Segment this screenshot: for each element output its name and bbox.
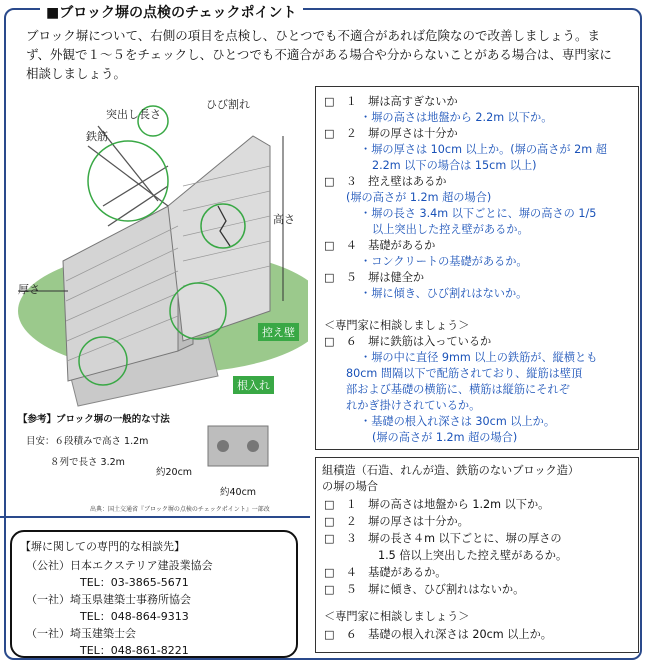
reference-heading: 【参考】ブロック塀の一般的な寸法 xyxy=(18,414,170,425)
source-note: 出典：国土交通省『ブロック塀の点検のチェックポイント』一部改 xyxy=(90,506,270,513)
checklist-line: □ ６ 塀に鉄筋は入っているか xyxy=(324,335,492,348)
block-wall-diagram xyxy=(8,86,308,506)
label-embedment: 根入れ xyxy=(233,376,274,394)
masonry-line: 1.5 倍以上突出した控え壁があるか。 xyxy=(378,549,568,562)
label-buttress: 控え壁 xyxy=(258,323,299,341)
label-rebar: 鉄筋 xyxy=(86,130,108,143)
checklist-line: □ ２ 塀の厚さは十分か xyxy=(324,127,458,140)
checklist-line: れかぎ掛けされているか。 xyxy=(346,399,481,412)
reference-line2: ８列で長さ 3.2m xyxy=(50,457,125,468)
masonry-line: 組積造（石造、れんが造、鉄筋のないブロック造） xyxy=(322,464,580,477)
checklist-line: □ １ 塀は高すぎないか xyxy=(324,95,458,108)
checklist-line: ・コンクリートの基礎があるか。 xyxy=(360,255,528,268)
masonry-line: □ ３ 塀の長さ４m 以下ごとに、塀の厚さの xyxy=(324,532,562,545)
contact-tel-2: TEL：048-864-9313 xyxy=(80,610,189,623)
checklist-line: □ ５ 塀は健全か xyxy=(324,271,425,284)
checklist-line: (塀の高さが 1.2m 超の場合) xyxy=(346,191,492,204)
checklist-line: ・塀の高さは地盤から 2.2m 以下か。 xyxy=(360,111,553,124)
reference-line1: 目安：６段積みで高さ 1.2m xyxy=(26,436,149,447)
masonry-line: □ １ 塀の高さは地盤から 1.2m 以下か。 xyxy=(324,498,550,511)
contact-org-2: （一社）埼玉県建築士事務所協会 xyxy=(26,593,191,606)
checklist-line: (塀の高さが 1.2m 超の場合) xyxy=(372,431,518,444)
intro-text: ブロック塀について、右側の項目を点検し、ひとつでも不適合があれば危険なので改善しましょう。まず、外観で１～５をチェックし、ひとつでも不適合がある場合や分からないことがある場合は、専門家に相談しましょう。 xyxy=(26,28,612,81)
contact-tel-3: TEL：048-861-8221 xyxy=(80,644,189,657)
label-crack: ひび割れ xyxy=(206,98,250,111)
masonry-line: ＜専門家に相談しましょう＞ xyxy=(324,610,470,623)
checklist-line: ・塀の中に直径 9mm 以上の鉄筋が、縦横とも xyxy=(360,351,598,364)
masonry-line: □ ２ 塀の厚さは十分か。 xyxy=(324,515,469,528)
label-thickness: 厚さ xyxy=(18,283,40,296)
divider xyxy=(0,516,310,518)
contact-box xyxy=(10,530,298,658)
label-protrusion: 突出し長さ xyxy=(106,108,161,121)
buttress xyxy=(168,136,270,341)
contact-org-3: （一社）埼玉建築士会 xyxy=(26,627,136,640)
checklist-line: 部および基礎の横筋に、横筋は縦筋にそれぞ xyxy=(346,383,570,396)
checklist-line: ・塀の厚さは 10cm 以上か。(塀の高さが 2m 超 xyxy=(360,143,607,156)
masonry-line: □ ４ 基礎があるか。 xyxy=(324,566,447,579)
checklist-line: □ ３ 控え壁はあるか xyxy=(324,175,447,188)
contact-org-1: （公社）日本エクステリア建設業協会 xyxy=(26,559,213,572)
checklist-line: 80cm 間隔以下で配筋されており、縦筋は壁頂 xyxy=(346,367,583,380)
masonry-line: □ ５ 塀に傾き、ひび割れはないか。 xyxy=(324,583,525,596)
contact-tel-1: TEL：03-3865-5671 xyxy=(80,576,189,589)
checklist-line: ・基礎の根入れ深さは 30cm 以上か。 xyxy=(360,415,556,428)
masonry-panel xyxy=(315,457,639,653)
checklist-panel xyxy=(315,86,639,450)
masonry-line: の塀の場合 xyxy=(322,480,378,493)
checklist-line: ＜専門家に相談しましょう＞ xyxy=(324,319,470,332)
checklist-line: ・塀に傾き、ひび割れはないか。 xyxy=(360,287,528,300)
reference-length: 約40cm xyxy=(220,487,257,498)
reference-width: 約20cm xyxy=(156,467,193,478)
label-height: 高さ xyxy=(273,213,295,226)
checklist-line: □ ４ 基礎があるか xyxy=(324,239,436,252)
checklist-line: 以上突出した控え壁があるか。 xyxy=(372,223,529,236)
contact-heading: 【塀に関しての専門的な相談先】 xyxy=(20,540,185,553)
page-title: ■ブロック塀の点検のチェックポイント xyxy=(40,2,303,22)
masonry-line: □ ６ 基礎の根入れ深さは 20cm 以上か。 xyxy=(324,628,552,641)
checklist-line: ・塀の長さ 3.4m 以下ごとに、塀の高さの 1/5 xyxy=(360,207,597,220)
checklist-line: 2.2m 以下の場合は 15cm 以上) xyxy=(372,159,537,172)
